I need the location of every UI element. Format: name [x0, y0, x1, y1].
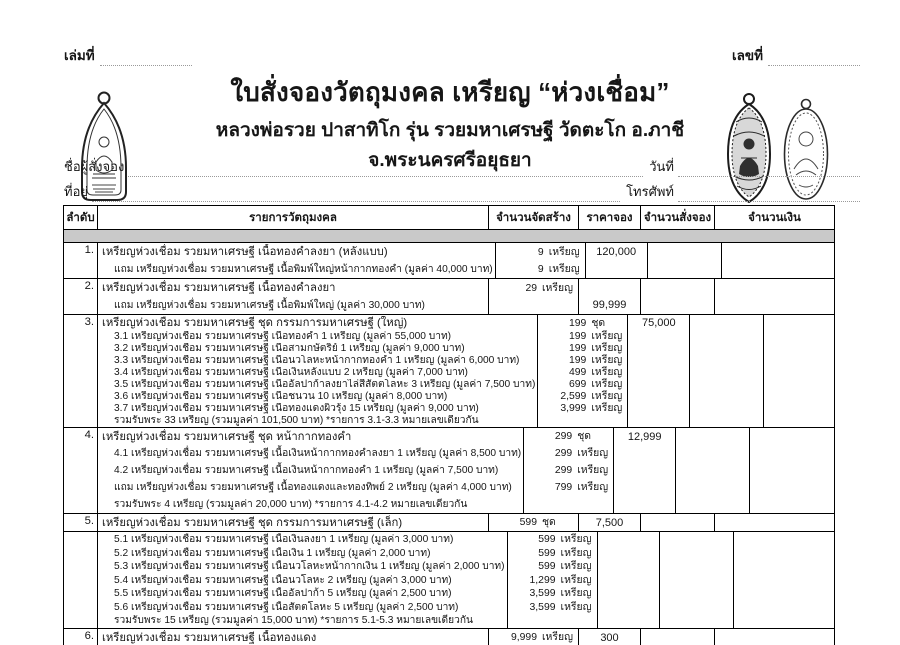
made-quantity: 799 เหรียญ [554, 482, 609, 493]
orderer-name-label: ชื่อผู้สั่งจอง [64, 159, 125, 174]
made-quantity: 199 เหรียญ [569, 331, 623, 342]
page-subtitle: หลวงพ่อรวย ปาสาทิโก รุ่น รวยมหาเศรษฐี วัดตะโก อ.ภาชี จ.พระนครศรีอยุธยา [215, 120, 685, 171]
quantity-made [507, 532, 597, 629]
quantity-made [488, 629, 578, 645]
row-number: 2. [84, 280, 94, 292]
reserve-price [613, 428, 675, 514]
column-header: ลำดับ [66, 211, 95, 224]
made-quantity: 3,999 เหรียญ [560, 403, 623, 414]
item-text: 3.3 เหรียญห่วงเชื่อม รวยมหาเศรษฐี เนื้อนวโลหะหน้ากากทองคำ 1 เหรียญ (มูลค่า 6,000 บาท) [114, 355, 520, 366]
price-value: 7,500 [595, 517, 624, 529]
made-quantity: 299 เหรียญ [554, 465, 609, 476]
item-text: รวมรับพระ 4 เหรียญ (รวมมูลค่า 20,000 บาท) *รายการ 4.1-4.2 หมายเลขเดียวกัน [114, 499, 468, 510]
price-value [586, 261, 647, 278]
price-value [614, 445, 675, 462]
sheet-number-field[interactable] [768, 51, 860, 66]
book-number-field[interactable] [100, 51, 192, 66]
price-value [598, 587, 659, 601]
item-text: แถม เหรียญห่วงเชื่อม รวยมหาเศรษฐี เนื้อพิมพ์ใหญ่หน้ากากทองคำ (มูลค่า 40,000 บาท) [114, 264, 493, 275]
row-number: 3. [84, 316, 94, 328]
made-quantity: 199 เหรียญ [569, 343, 623, 354]
item-text: 4.2 เหรียญห่วงเชื่อม รวยมหาเศรษฐี เนื้อเงินหน้ากากทองคำ 1 เหรียญ (มูลค่า 7,500 บาท) [114, 465, 499, 476]
date-field[interactable] [678, 162, 860, 177]
quantity-made [488, 279, 578, 315]
address-field[interactable] [92, 187, 620, 202]
table-row [64, 278, 834, 314]
item-text: 3.7 เหรียญห่วงเชื่อม รวยมหาเศรษฐี เนื้อทองแดงผิวรุ้ง 15 เหรียญ (มูลค่า 9,000 บาท) [114, 403, 479, 414]
item-text: 3.2 เหรียญห่วงเชื่อม รวยมหาเศรษฐี เนื้อสามกษัตริย์ 1 เหรียญ (มูลค่า 9,000 บาท) [114, 343, 465, 354]
reserve-price [578, 514, 640, 532]
table-row [64, 628, 834, 645]
item-text: 3.5 เหรียญห่วงเชื่อม รวยมหาเศรษฐี เนื้ออัลปาก้าลงยาไล่สีสัตตโลหะ 3 เหรียญ (มูลค่า 7,500 บาท) [114, 379, 536, 390]
amount-cell[interactable] [714, 279, 834, 314]
reserve-price [578, 629, 640, 645]
item-text: 3.1 เหรียญห่วงเชื่อม รวยมหาเศรษฐี เนื้อทองคำ 1 เหรียญ (มูลค่า 55,000 บาท) [114, 331, 452, 342]
date-label: วันที่ [649, 159, 674, 174]
column-header: รายการวัตถุมงคล [97, 206, 488, 229]
amount-cell[interactable] [733, 532, 853, 628]
quantity-made [537, 315, 627, 428]
quantity-made [488, 514, 578, 532]
sheet-number-label: เลขที่ [731, 48, 763, 63]
made-quantity: 9 เหรียญ [537, 247, 580, 258]
book-number [64, 44, 192, 66]
made-quantity: 9 เหรียญ [537, 264, 580, 275]
table-row [64, 531, 834, 628]
row-number [64, 532, 97, 629]
item-text: 3.6 เหรียญห่วงเชื่อม รวยมหาเศรษฐี เนื้อชนวน 10 เหรียญ (มูลค่า 8,000 บาท) [114, 391, 448, 402]
column-header: จำนวนเงิน [714, 206, 834, 229]
reserve-price [597, 532, 659, 629]
orderer-name-field[interactable] [128, 162, 643, 177]
order-quantity-cell[interactable] [659, 532, 733, 628]
made-quantity: 9,999 เหรียญ [510, 631, 573, 643]
item-description [97, 279, 488, 315]
address-label: ที่อยู่ [64, 184, 88, 199]
item-text: 5.6 เหรียญห่วงเชื่อม รวยมหาเศรษฐี เนื้อสัตตโลหะ 5 เหรียญ (มูลค่า 2,500 บาท) [114, 601, 459, 613]
made-quantity: 3,599 เหรียญ [529, 588, 592, 599]
row-number: 4. [84, 429, 94, 441]
amount-cell[interactable] [714, 514, 834, 531]
amount-cell[interactable] [763, 315, 883, 427]
item-text: เหรียญห่วงเชื่อม รวยมหาเศรษฐี เนื้อทองคำลงยา (หลังแบบ) [102, 246, 388, 258]
item-text: 5.3 เหรียญห่วงเชื่อม รวยมหาเศรษฐี เนื้อนวโลหะหน้ากากเงิน 1 เหรียญ (มูลค่า 2,000 บาท) [114, 561, 505, 572]
price-value [628, 343, 689, 355]
spacer-row [64, 229, 834, 242]
price-value [579, 280, 640, 297]
price-value: 300 [600, 631, 619, 644]
order-table [63, 205, 835, 645]
made-quantity: 599 เหรียญ [538, 561, 592, 572]
item-text: 5.2 เหรียญห่วงเชื่อม รวยมหาเศรษฐี เนื้อเงิน 1 เหรียญ (มูลค่า 2,000 บาท) [114, 547, 431, 559]
price-value [598, 601, 659, 615]
made-quantity: 299 ชุด [554, 431, 591, 442]
price-value [614, 462, 675, 479]
column-header: จำนวนจัดสร้าง [488, 206, 578, 229]
orderer-line [64, 156, 860, 177]
price-value: 12,999 [627, 431, 662, 443]
table-row [64, 513, 834, 531]
made-quantity: 2,599 เหรียญ [560, 391, 623, 402]
price-value [628, 331, 689, 343]
table-row [64, 427, 834, 513]
item-text: เหรียญห่วงเชื่อม รวยมหาเศรษฐี ชุด หน้ากากทองคำ [102, 431, 352, 443]
quantity-made [523, 428, 613, 514]
amount-cell[interactable] [721, 243, 841, 278]
price-value: 120,000 [596, 246, 637, 258]
order-quantity-cell[interactable] [640, 279, 714, 314]
row-number: 1. [84, 244, 94, 256]
row-number: 6. [84, 629, 94, 642]
made-quantity: 599 เหรียญ [538, 534, 592, 545]
item-text: 5.5 เหรียญห่วงเชื่อม รวยมหาเศรษฐี เนื้ออัลปาก้า 5 เหรียญ (มูลค่า 2,500 บาท) [114, 588, 452, 599]
order-quantity-cell[interactable] [675, 428, 749, 513]
item-text: 4.1 เหรียญห่วงเชื่อม รวยมหาเศรษฐี เนื้อเงินหน้ากากทองคำลงยา 1 เหรียญ (มูลค่า 8,500 บาท) [114, 448, 522, 459]
table-header-row [64, 206, 834, 229]
table-body [64, 229, 834, 645]
row-number: 5. [84, 515, 94, 527]
phone-field[interactable] [678, 187, 860, 202]
item-text: เหรียญห่วงเชื่อม รวยมหาเศรษฐี เนื้อทองคำลงยา [102, 282, 336, 294]
made-quantity: 199 ชุด [569, 318, 606, 329]
made-quantity: 1,299 เหรียญ [529, 574, 592, 586]
item-description [97, 629, 488, 645]
item-text: 5.4 เหรียญห่วงเชื่อม รวยมหาเศรษฐี เนื้อนวโลหะ 2 เหรียญ (มูลค่า 3,000 บาท) [114, 574, 452, 586]
item-text: 3.4 เหรียญห่วงเชื่อม รวยมหาเศรษฐี เนื้อเงินหลังแบบ 2 เหรียญ (มูลค่า 7,000 บาท) [114, 367, 468, 378]
item-text: แถม เหรียญห่วงเชื่อม รวยมหาเศรษฐี เนื้อทองแดงและทองทิพย์ 2 เหรียญ (มูลค่า 4,000 บาท) [114, 482, 512, 493]
price-value [628, 391, 689, 403]
made-quantity: 199 เหรียญ [569, 355, 623, 366]
price-value [628, 379, 689, 391]
item-description [97, 514, 488, 532]
price-value [598, 547, 659, 561]
item-text: เหรียญห่วงเชื่อม รวยมหาเศรษฐี ชุด กรรมการมหาเศรษฐี (ใหญ่) [102, 317, 408, 329]
made-quantity: 29 เหรียญ [525, 283, 573, 294]
made-quantity: 299 เหรียญ [554, 448, 609, 459]
item-description [97, 428, 523, 514]
item-text: 5.1 เหรียญห่วงเชื่อม รวยมหาเศรษฐี เนื้อเงินลงยา 1 เหรียญ (มูลค่า 3,000 บาท) [114, 534, 454, 545]
sheet-number [732, 44, 860, 66]
order-quantity-cell[interactable] [640, 629, 714, 645]
column-header: ราคาจอง [578, 206, 640, 229]
made-quantity: 599 ชุด [519, 517, 556, 528]
made-quantity: 3,599 เหรียญ [529, 601, 592, 613]
item-text: รวมรับพระ 33 เหรียญ (รวมมูลค่า 101,500 บาท) *รายการ 3.1-3.3 หมายเลขเดียวกัน [114, 415, 479, 426]
table-row [64, 242, 834, 278]
made-quantity: 499 เหรียญ [569, 367, 623, 378]
item-text: รวมรับพระ 15 เหรียญ (รวมมูลค่า 15,000 บาท) *รายการ 5.1-5.3 หมายเลขเดียวกัน [114, 615, 473, 626]
price-value [598, 533, 659, 547]
order-quantity-cell[interactable] [647, 243, 721, 278]
phone-label: โทรศัพท์ [626, 184, 674, 199]
order-quantity-cell[interactable] [640, 514, 714, 531]
price-value [628, 367, 689, 379]
price-value: 75,000 [642, 317, 676, 329]
item-text: แถม เหรียญห่วงเชื่อม รวยมหาเศรษฐี เนื้อพิมพ์ใหญ่ (มูลค่า 30,000 บาท) [114, 300, 425, 311]
price-value [614, 496, 675, 513]
item-description [97, 243, 495, 279]
reserve-price [585, 243, 647, 279]
book-number-label: เล่มที่ [64, 48, 95, 63]
amount-cell[interactable] [714, 629, 834, 645]
made-quantity: 699 เหรียญ [569, 379, 623, 390]
reserve-price [627, 315, 689, 428]
page-title: ใบสั่งจองวัตถุมงคล เหรียญ “ห่วงเชื่อม” [230, 77, 670, 107]
order-quantity-cell[interactable] [689, 315, 763, 427]
price-value [628, 355, 689, 367]
amount-cell[interactable] [749, 428, 869, 513]
item-text: เหรียญห่วงเชื่อม รวยมหาเศรษฐี เนื้อทองแดง [102, 631, 317, 644]
price-value [598, 614, 659, 628]
quantity-made [495, 243, 585, 279]
price-value [628, 415, 689, 427]
price-value [598, 560, 659, 574]
column-header: จำนวนสั่งจอง [640, 206, 714, 229]
price-value [614, 479, 675, 496]
made-quantity: 599 เหรียญ [538, 547, 592, 559]
item-description [97, 532, 507, 629]
price-value [628, 403, 689, 415]
table-row [64, 314, 834, 427]
item-text: เหรียญห่วงเชื่อม รวยมหาเศรษฐี ชุด กรรมการมหาเศรษฐี (เล็ก) [102, 517, 403, 529]
price-value: 99,999 [592, 299, 627, 311]
reserve-price [578, 279, 640, 315]
address-line [64, 181, 860, 202]
price-value [598, 574, 659, 588]
item-description [97, 315, 537, 428]
